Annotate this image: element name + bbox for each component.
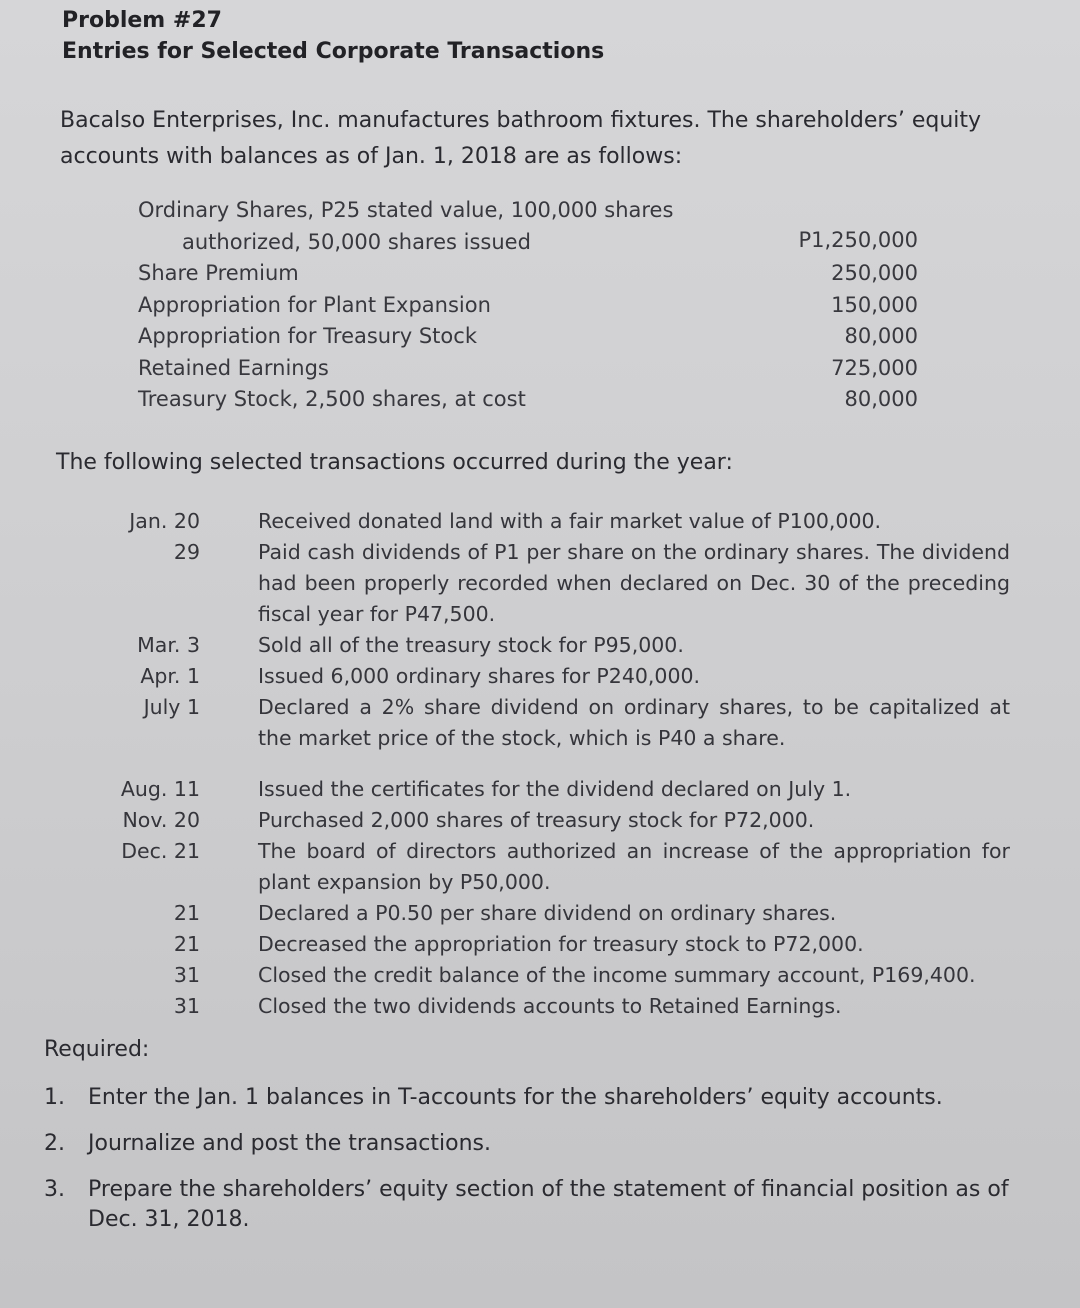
required-item xyxy=(44,1129,1044,1159)
transaction-date: Aug. 11 xyxy=(120,777,200,801)
balance-label: Share Premium xyxy=(138,261,299,285)
transaction-date: 29 xyxy=(173,540,200,564)
balance-row xyxy=(138,258,928,290)
transaction-row xyxy=(110,805,1010,836)
transaction-row xyxy=(110,836,1010,898)
transaction-row xyxy=(110,898,1010,929)
required-item xyxy=(44,1175,1044,1235)
transaction-text: Purchased 2,000 shares of treasury stock for P72,000. xyxy=(258,808,815,832)
transactions-list xyxy=(110,506,1010,1022)
balances-list xyxy=(138,194,928,416)
required-item-text: Journalize and post the transactions. xyxy=(88,1131,491,1156)
transaction-date: Apr. 1 xyxy=(140,664,200,688)
transaction-date: 31 xyxy=(173,963,200,987)
transaction-date: 21 xyxy=(173,932,200,956)
required-item-text: Enter the Jan. 1 balances in T-accounts for the shareholders’ equity accounts. xyxy=(88,1085,943,1110)
problem-title: Entries for Selected Corporate Transactions xyxy=(62,39,605,64)
transaction-text: Issued 6,000 ordinary shares for P240,000. xyxy=(258,664,701,688)
required-list xyxy=(44,1083,1044,1235)
transaction-date: July 1 xyxy=(143,695,200,719)
balance-row xyxy=(138,353,928,385)
transaction-row xyxy=(110,692,1010,754)
transaction-text: Paid cash dividends of P1 per share on the ordinary shares. The dividend had been properly recorded when declared on Dec. 30 of the preceding fiscal year for P47,500. xyxy=(258,540,1010,626)
balance-amount: 150,000 xyxy=(831,292,918,317)
balance-label: Ordinary Shares, P25 stated value, 100,000 shares xyxy=(138,198,674,222)
transaction-text: The board of directors authorized an increase of the appropriation for plant expansion by P50,000. xyxy=(258,839,1010,894)
transaction-row xyxy=(110,929,1010,960)
problem-number: Problem #27 xyxy=(62,8,222,33)
transaction-date: 21 xyxy=(173,901,200,925)
transaction-date: Jan. 20 xyxy=(129,509,200,533)
balance-row xyxy=(138,194,928,258)
transaction-row xyxy=(110,506,1010,537)
transaction-row xyxy=(110,661,1010,692)
transaction-text: Sold all of the treasury stock for P95,000. xyxy=(258,633,684,657)
balance-label-cont: authorized, 50,000 shares issued xyxy=(182,230,531,254)
transaction-row xyxy=(110,630,1010,661)
intro-line-2: accounts with balances as of Jan. 1, 2018 are as follows: xyxy=(60,144,683,169)
transaction-text: Closed the credit balance of the income summary account, P169,400. xyxy=(258,963,976,987)
balance-amount: 80,000 xyxy=(844,387,918,411)
balance-label: Appropriation for Plant Expansion xyxy=(138,292,491,317)
transaction-date: 31 xyxy=(173,994,200,1018)
transaction-row xyxy=(110,960,1010,991)
transaction-text: Decreased the appropriation for treasury stock to P72,000. xyxy=(258,932,864,956)
transaction-text: Declared a P0.50 per share dividend on ordinary shares. xyxy=(258,901,837,925)
transaction-date: Mar. 3 xyxy=(137,633,200,657)
balance-row xyxy=(138,321,928,353)
transaction-text: Received donated land with a fair market value of P100,000. xyxy=(258,509,882,533)
required-item xyxy=(44,1083,1044,1113)
balance-row xyxy=(138,384,928,416)
balance-amount: P1,250,000 xyxy=(798,228,918,252)
required-item-number: 1. xyxy=(44,1085,65,1110)
transaction-date: Dec. 21 xyxy=(121,839,200,863)
required-item-number: 2. xyxy=(44,1131,65,1156)
transaction-text: Closed the two dividends accounts to Retained Earnings. xyxy=(258,994,842,1018)
balance-label: Treasury Stock, 2,500 shares, at cost xyxy=(138,387,526,411)
transaction-date: Nov. 20 xyxy=(122,808,200,832)
intro-paragraph xyxy=(60,103,1050,175)
required-title: Required: xyxy=(44,1037,150,1062)
balance-amount: 250,000 xyxy=(831,261,918,285)
transactions-intro: The following selected transactions occurred during the year: xyxy=(56,450,733,475)
transaction-row xyxy=(110,991,1010,1022)
transaction-text: Declared a 2% share dividend on ordinary shares, to be capitalized at the market price of the stock, which is P40 a share. xyxy=(258,695,1010,750)
transaction-text: Issued the certificates for the dividend declared on July 1. xyxy=(258,777,852,801)
balance-row xyxy=(138,290,928,322)
balance-amount: 725,000 xyxy=(831,355,918,380)
transaction-row xyxy=(110,537,1010,630)
balance-label: Retained Earnings xyxy=(138,355,329,380)
balance-amount: 80,000 xyxy=(844,324,918,348)
required-item-text: Prepare the shareholders’ equity section of the statement of financial position as of Dec. 31, 2018. xyxy=(88,1177,1009,1232)
transaction-row xyxy=(110,774,1010,805)
required-item-number: 3. xyxy=(44,1177,65,1202)
intro-line-1: Bacalso Enterprises, Inc. manufactures bathroom fixtures. The shareholders’ equity xyxy=(60,108,982,133)
balance-label: Appropriation for Treasury Stock xyxy=(138,324,477,348)
required-section xyxy=(44,1033,1044,1235)
